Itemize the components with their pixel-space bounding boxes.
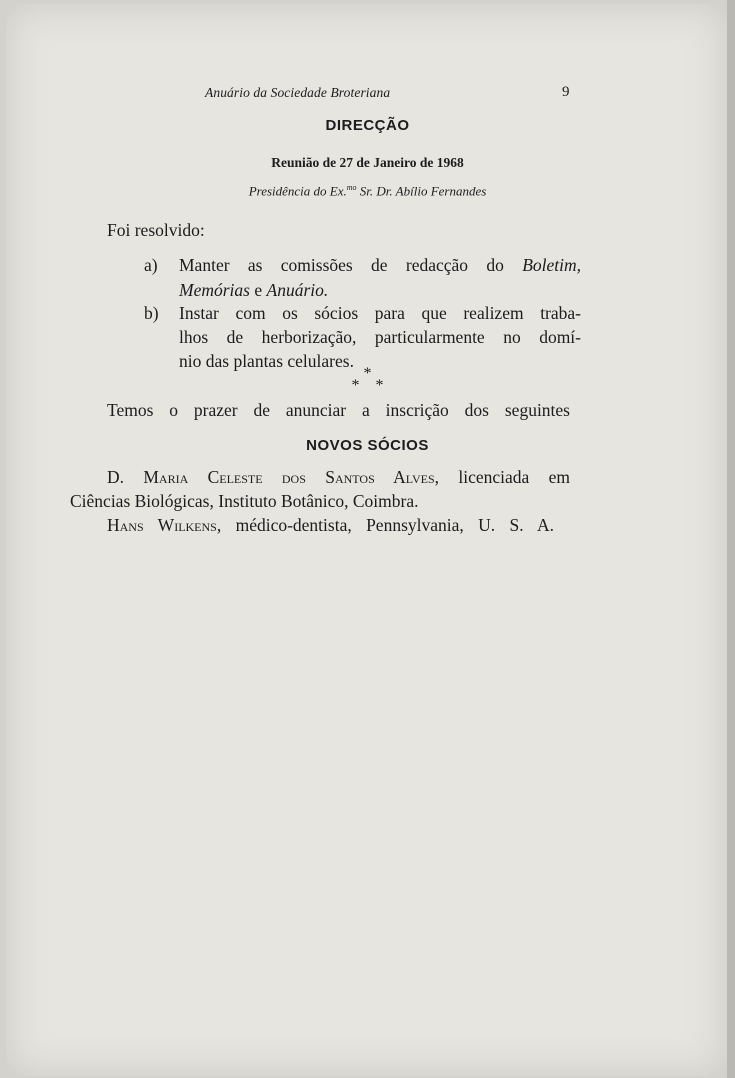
member-1-line2: Ciências Biológicas, Instituto Botânico, Coimbra. [70,491,419,511]
asterism-separator: * * * [351,365,384,394]
announcement: Temos o prazer de anunciar a inscrição dos seguintes [107,400,570,420]
meeting-date: Reunião de 27 de Janeiro de 1968 [271,155,464,170]
item-a-line1: Manter as comissões de redacção do Boletim, [179,255,581,275]
item-a-line2: Memórias e Anuário. [179,280,329,300]
new-members-title: NOVOS SÓCIOS [306,437,429,454]
member-1-line1: D. Maria Celeste dos Santos Alves, licenciada em [107,467,570,487]
item-a-letter: a) [144,255,158,275]
running-head: Anuário da Sociedade Broteriana [205,85,391,100]
item-b-line3: nio das plantas celulares. [179,351,354,371]
member-2: Hans Wilkens, médico-dentista, Pennsylvania, U. S. A. [107,515,554,535]
item-b-letter: b) [144,303,159,323]
item-b-line1: Instar com os sócios para que realizem traba- [179,303,581,323]
item-b-line2: lhos de herborização, particularmente no domí- [179,327,581,347]
section-title: DIRECÇÃO [325,117,410,134]
page-number: 9 [562,84,570,100]
presidency-line: Presidência do Ex.$^{mo}$ Sr. Dr. Abílio Fernandes [248,183,487,199]
resolved-intro: Foi resolvido: [107,220,205,240]
